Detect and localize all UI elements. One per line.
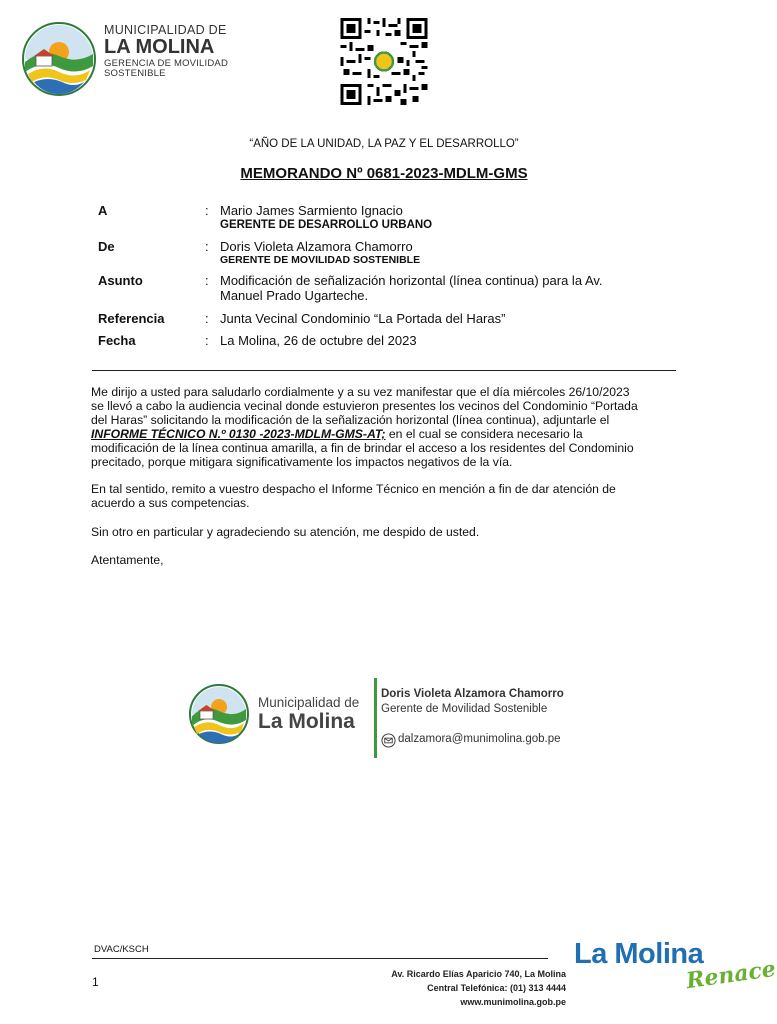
body-line: Me dirijo a usted para saludarlo cordialmente y a su vez manifestar que el día miércoles 26/10/2023 [91,385,630,399]
qr-code-icon [339,18,429,105]
org-line-1: MUNICIPALIDAD DE [104,23,227,37]
meta-to-title: GERENTE DE DESARROLLO URBANO [220,219,433,231]
body-line [91,427,676,441]
meta-subject-value [220,273,680,303]
header-divider [92,370,676,371]
signature-name: Doris Violeta Alzamora Chamorro [381,688,564,700]
meta-from-label: De [98,239,115,254]
footer-divider [92,958,548,959]
signature-muni-line-1: Municipalidad de [258,695,360,710]
meta-subject-line-1: Modificación de señalización horizontal (línea continua) para la Av. [220,273,603,288]
technical-report-reference: INFORME TÉCNICO N.º 0130 -2023-MDLM-GMS-AT; [91,427,386,441]
body-line: se llevó a cabo la audiencia vecinal donde estuvieron presentes los vecinos del Condominio “Portada [91,399,638,413]
memo-title: MEMORANDO Nº 0681-2023-MDLM-GMS [240,165,528,182]
meta-from-name: Doris Violeta Alzamora Chamorro [220,239,413,254]
body-paragraph-2 [91,482,676,510]
org-line-2: LA MOLINA [104,36,215,58]
org-line-4: SOSTENIBLE [104,68,166,79]
meta-subject-line-2: Manuel Prado Ugarteche. [220,288,369,303]
brand-tagline: Renace [684,955,777,995]
meta-subject-label: Asunto [98,273,143,288]
signature-muni-line-2: La Molina [258,710,355,733]
meta-colon: : [205,273,209,288]
body-line: del Haras” solicitando la modificación de la señalización horizontal (línea continua), adjuntarle el [91,413,610,427]
meta-to-name: Mario James Sarmiento Ignacio [220,203,403,218]
meta-colon: : [205,311,209,326]
year-motto: “AÑO DE LA UNIDAD, LA PAZ Y EL DESARROLLO” [249,138,519,150]
meta-reference-value: Junta Vecinal Condominio “La Portada del Haras” [220,311,506,326]
footer-phone: Central Telefónica: (01) 313 4444 [427,983,566,993]
meta-to-value [220,203,680,233]
footer-address: Av. Ricardo Elías Aparicio 740, La Molina [391,969,566,979]
meta-colon: : [205,333,209,348]
body-line: acuerdo a sus competencias. [91,496,250,510]
org-header [104,23,228,79]
body-paragraph-1 [91,385,676,469]
meta-date-label: Fecha [98,333,136,348]
brand-logo-text: La Molina [574,938,704,970]
footer-website[interactable]: www.munimolina.gob.pe [460,997,566,1007]
signature-logo-icon [189,682,249,746]
signature-role: Gerente de Movilidad Sostenible [381,703,548,715]
municipality-logo-icon [22,22,96,96]
body-line: modificación de la línea continua amarilla, a fin de brindar el acceso a los residentes del Condominio [91,441,634,455]
meta-reference-label: Referencia [98,311,165,326]
meta-from-value [220,239,680,266]
email-icon [381,733,396,748]
signature-email[interactable]: dalzamora@munimolina.gob.pe [398,733,561,745]
body-line-rest: en el cual se considera necesario la [385,427,583,441]
meta-from-title: GERENTE DE MOVILIDAD SOSTENIBLE [220,254,421,266]
closing: Atentamente, [91,553,164,567]
meta-date-value: La Molina, 26 de octubre del 2023 [220,333,417,348]
body-paragraph-3: Sin otro en particular y agradeciendo su atención, me despido de usted. [91,525,480,539]
body-line: En tal sentido, remito a vuestro despacho el Informe Técnico en mención a fin de dar atención de [91,482,616,496]
meta-colon: : [205,239,209,254]
meta-to-label: A [98,203,108,218]
org-line-3: GERENCIA DE MOVILIDAD [104,58,229,69]
body-line: precitado, porque mitigara significativamente los impactos negativos de la vía. [91,455,513,469]
meta-colon: : [205,203,209,218]
page-number: 1 [92,975,99,989]
signature-divider [374,678,377,758]
author-initials: DVAC/KSCH [94,944,149,955]
